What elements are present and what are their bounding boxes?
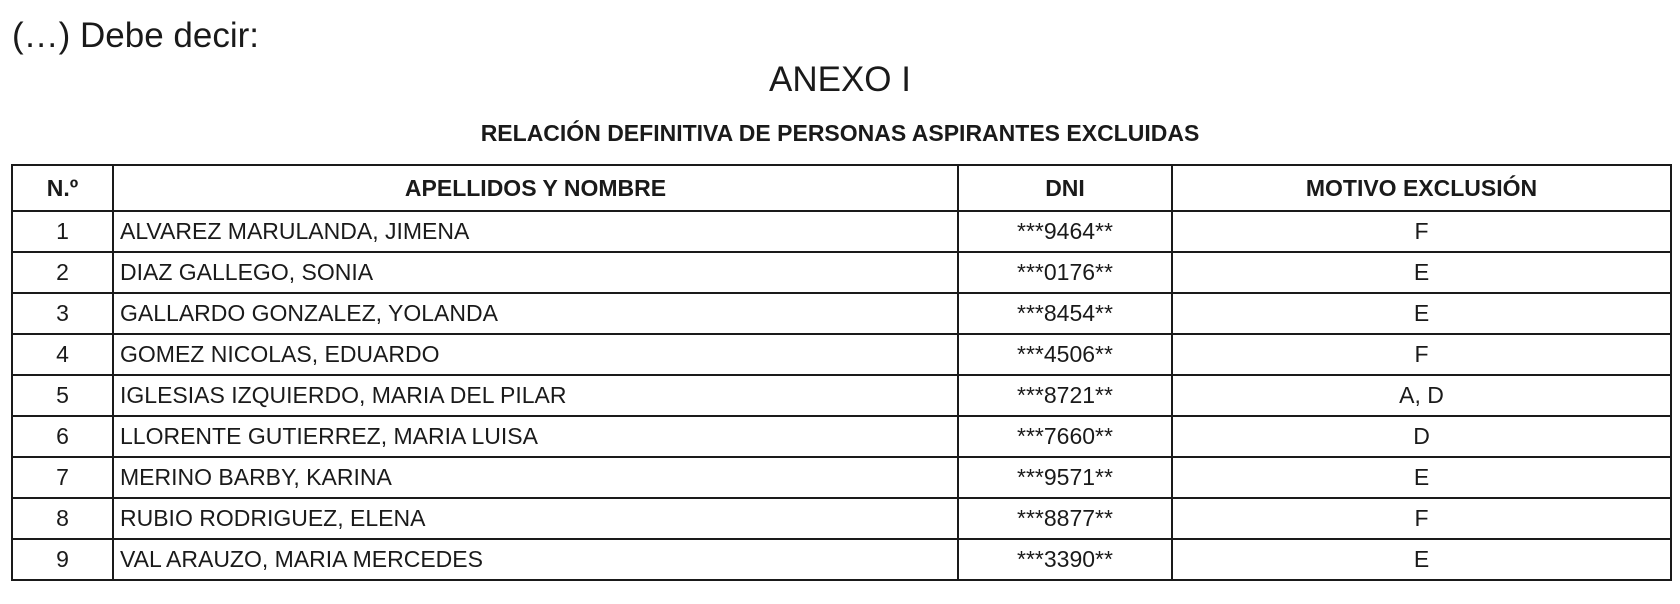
row-exclusion-reason: F — [1172, 498, 1671, 539]
row-name: LLORENTE GUTIERREZ, MARIA LUISA — [113, 416, 958, 457]
row-number: 9 — [12, 539, 113, 580]
header-name: APELLIDOS Y NOMBRE — [113, 165, 958, 211]
row-number: 8 — [12, 498, 113, 539]
row-number: 2 — [12, 252, 113, 293]
table-row — [12, 498, 1671, 539]
row-exclusion-reason: F — [1172, 334, 1671, 375]
row-exclusion-reason: E — [1172, 252, 1671, 293]
annex-title: ANEXO I — [769, 60, 911, 99]
row-dni: ***0176** — [958, 252, 1172, 293]
excluded-applicants-table — [11, 164, 1672, 581]
row-dni: ***7660** — [958, 416, 1172, 457]
header-number: N.º — [12, 165, 113, 211]
table-row — [12, 539, 1671, 580]
row-number: 1 — [12, 211, 113, 252]
table-row — [12, 211, 1671, 252]
annex-subtitle: RELACIÓN DEFINITIVA DE PERSONAS ASPIRANTES EXCLUIDAS — [480, 120, 1200, 146]
table-row — [12, 416, 1671, 457]
row-exclusion-reason: E — [1172, 539, 1671, 580]
row-number: 6 — [12, 416, 113, 457]
row-name: VAL ARAUZO, MARIA MERCEDES — [113, 539, 958, 580]
table-header-row — [12, 165, 1671, 211]
row-name: DIAZ GALLEGO, SONIA — [113, 252, 958, 293]
header-exclusion-reason: MOTIVO EXCLUSIÓN — [1172, 165, 1671, 211]
row-dni: ***9571** — [958, 457, 1172, 498]
row-number: 5 — [12, 375, 113, 416]
row-name: RUBIO RODRIGUEZ, ELENA — [113, 498, 958, 539]
row-exclusion-reason: E — [1172, 457, 1671, 498]
row-exclusion-reason: F — [1172, 211, 1671, 252]
row-number: 7 — [12, 457, 113, 498]
row-dni: ***8877** — [958, 498, 1172, 539]
row-dni: ***4506** — [958, 334, 1172, 375]
row-number: 4 — [12, 334, 113, 375]
row-name: GOMEZ NICOLAS, EDUARDO — [113, 334, 958, 375]
row-name: ALVAREZ MARULANDA, JIMENA — [113, 211, 958, 252]
header-dni: DNI — [958, 165, 1172, 211]
row-dni: ***9464** — [958, 211, 1172, 252]
row-exclusion-reason: E — [1172, 293, 1671, 334]
intro-text: (…) Debe decir: — [12, 16, 260, 55]
row-name: MERINO BARBY, KARINA — [113, 457, 958, 498]
row-dni: ***3390** — [958, 539, 1172, 580]
row-name: IGLESIAS IZQUIERDO, MARIA DEL PILAR — [113, 375, 958, 416]
table-row — [12, 334, 1671, 375]
row-exclusion-reason: A, D — [1172, 375, 1671, 416]
row-name: GALLARDO GONZALEZ, YOLANDA — [113, 293, 958, 334]
table-row — [12, 252, 1671, 293]
row-exclusion-reason: D — [1172, 416, 1671, 457]
row-dni: ***8454** — [958, 293, 1172, 334]
row-number: 3 — [12, 293, 113, 334]
table-row — [12, 457, 1671, 498]
table-row — [12, 375, 1671, 416]
table-row — [12, 293, 1671, 334]
row-dni: ***8721** — [958, 375, 1172, 416]
